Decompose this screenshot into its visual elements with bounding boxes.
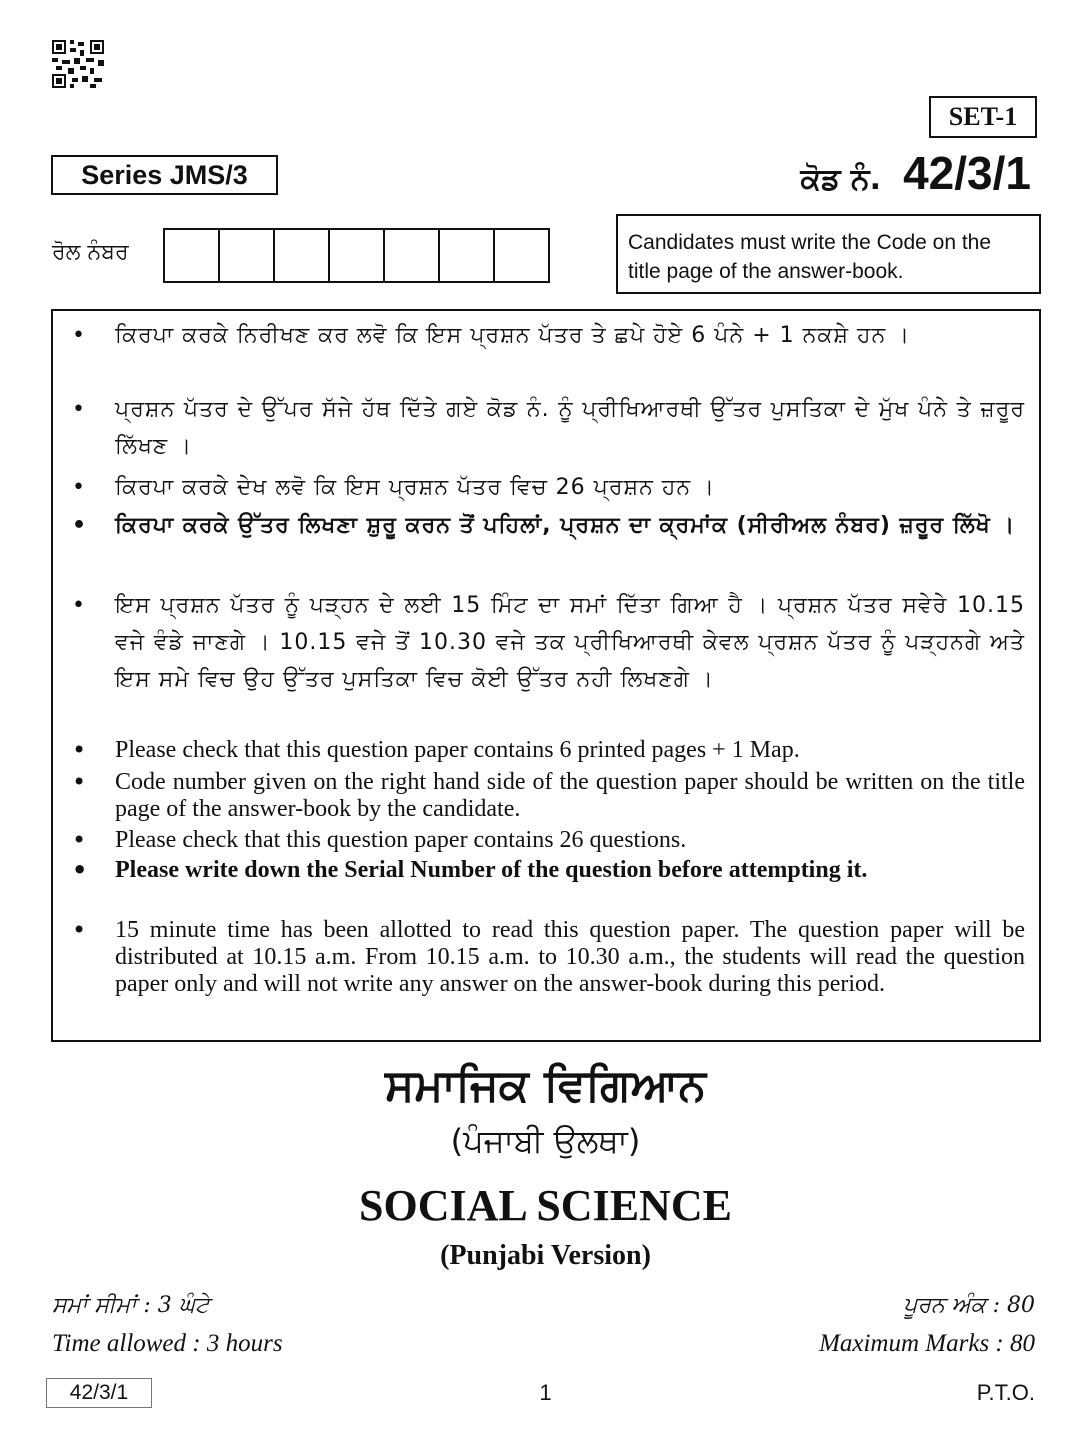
set-label: SET-1 [929,96,1037,138]
version-english: (Punjabi Version) [440,1240,651,1271]
pto-label: P.T.O. [976,1380,1035,1405]
instructions-box [51,309,1041,1042]
instruction-pa-1: • ਕਿਰਪਾ ਕਰਕੇ ਨਿਰੀਖਣ ਕਰ ਲਵੋ ਕਿ ਇਸ ਪ੍ਰਸ਼ਨ ਪੱਤਰ ਤੇ ਛਪੇ ਹੋਏ 6 ਪੰਨੇ + 1 ਨਕਸ਼ੇ ਹਨ । [115,317,1025,354]
roll-number-boxes [163,228,550,283]
version-punjabi: (ਪੰਜਾਬੀ ਉਲਥਾ) [450,1122,641,1160]
instruction-en-1: • Please check that this question paper contains 6 printed pages + 1 Map. [115,737,1025,764]
page-number: 1 [539,1380,552,1405]
roll-number-label: ਰੋਲ ਨੰਬਰ [52,240,129,265]
time-allowed-english: Time allowed : 3 hours [52,1330,283,1357]
roll-number-cell [330,228,385,283]
subject-title-english: SOCIAL SCIENCE [359,1181,732,1230]
max-marks-punjabi: ਪੂਰਨ ਅੰਕ : 80 [903,1293,1035,1318]
instruction-pa-5: • ਇਸ ਪ੍ਰਸ਼ਨ ਪੱਤਰ ਨੂੰ ਪੜ੍ਹਨ ਦੇ ਲਈ 15 ਮਿੰਟ ਦਾ ਸਮਾਂ ਦਿੱਤਾ ਗਿਆ ਹੈ । ਪ੍ਰਸ਼ਨ ਪੱਤਰ ਸਵੇਰੇ 10.15 ਵਜੇ ਵੰਡੇ ਜਾਣਗੇ । 10.15 ਵਜੇ ਤੋਂ 10.30 ਵਜੇ ਤਕ ਪ੍ਰੀਖਿਆਰਥੀ ਕੇਵਲ ਪ੍ਰਸ਼ਨ ਪੱਤਰ ਨੂੰ ਪੜ੍ਹਨਗੇ ਅਤੇ ਇਸ ਸਮੇ ਵਿਚ ਉਹ ਉੱਤਰ ਪੁਸਤਿਕਾ ਵਿਚ ਕੋਈ ਉੱਤਰ ਨਹੀ ਲਿਖਣਗੇ । [115,587,1025,698]
instruction-pa-4: • ਕਿਰਪਾ ਕਰਕੇ ਉੱਤਰ ਲਿਖਣਾ ਸ਼ੁਰੂ ਕਰਨ ਤੋਂ ਪਹਿਲਾਂ, ਪ੍ਰਸ਼ਨ ਦਾ ਕ੍ਰਮਾਂਕ (ਸੀਰੀਅਲ ਨੰਬਰ) ਜ਼ਰੂਰ ਲਿੱਖੋ । [115,507,1025,544]
instruction-en-4: • Please write down the Serial Number of the question before attempting it. [115,857,1025,884]
candidates-note: Candidates must write the Code on the title page of the answer-book. [616,214,1041,294]
paper-code [801,146,1031,200]
roll-number-cell [495,228,550,283]
time-allowed-punjabi: ਸਮਾਂ ਸੀਮਾਂ : 3 ਘੰਟੇ [52,1293,210,1318]
instruction-pa-3: • ਕਿਰਪਾ ਕਰਕੇ ਦੇਖ ਲਵੋ ਕਿ ਇਸ ਪ੍ਰਸ਼ਨ ਪੱਤਰ ਵਿਚ 26 ਪ੍ਰਸ਼ਨ ਹਨ । [115,469,1025,506]
instruction-en-3: • Please check that this question paper contains 26 questions. [115,827,1025,854]
footer-code: 42/3/1 [46,1378,152,1408]
code-label: ਕੋਡ ਨੰ. [800,162,882,197]
subject-title-punjabi: ਸਮਾਜਿਕ ਵਿਗਿਆਨ [385,1060,706,1111]
qr-code-icon [52,40,104,88]
roll-number-cell [275,228,330,283]
instruction-pa-2: • ਪ੍ਰਸ਼ਨ ਪੱਤਰ ਦੇ ਉੱਪਰ ਸੱਜੇ ਹੱਥ ਦਿੱਤੇ ਗਏ ਕੋਡ ਨੰ. ਨੂੰ ਪ੍ਰੀਖਿਆਰਥੀ ਉੱਤਰ ਪੁਸਤਿਕਾ ਦੇ ਮੁੱਖ ਪੰਨੇ ਤੇ ਜ਼ਰੂਰ ਲਿੱਖਣ । [115,391,1025,465]
instruction-en-2: • Code number given on the right hand side of the question paper should be written on the title page of the answer-book by the candidate. [115,769,1025,823]
max-marks-english: Maximum Marks : 80 [819,1330,1035,1357]
roll-number-cell [440,228,495,283]
code-value: 42/3/1 [903,147,1031,199]
roll-number-cell [165,228,220,283]
roll-number-cell [220,228,275,283]
series-label: Series JMS/3 [51,155,278,195]
roll-number-cell [385,228,440,283]
instruction-en-5: • 15 minute time has been allotted to read this question paper. The question paper will be distributed at 10.15 a.m. From 10.15 a.m. to 10.30 a.m., the students will read the question paper only and will not write any answer on the answer-book during this period. [115,917,1025,998]
